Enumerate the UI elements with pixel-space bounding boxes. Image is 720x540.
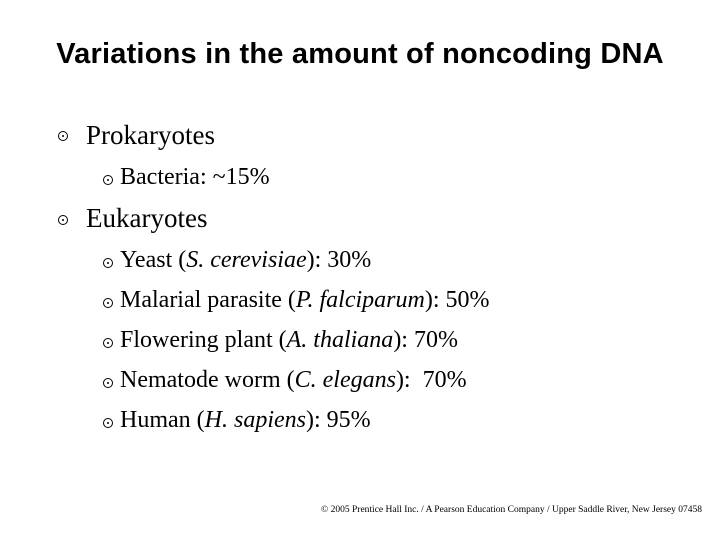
bullet-icon [103,378,113,388]
plant-species: A. thaliana [286,327,394,353]
bullet-icon [103,175,113,185]
plant-prefix: Flowering plant ( [120,327,287,353]
sub-bullet-human [120,407,371,434]
sub-bullet-bacteria [120,164,270,191]
copyright-footer: © 2005 Prentice Hall Inc. / A Pearson Education Company / Upper Saddle River, New Jersey 07458 [321,505,702,515]
worm-value: ): 70% [395,367,467,393]
slide-title: Variations in the amount of noncoding DNA [56,38,664,70]
bacteria-text: Bacteria: ~15% [120,164,270,190]
human-species: H. sapiens [204,407,306,433]
human-prefix: Human ( [120,407,205,433]
malaria-value: ): 50% [424,287,490,313]
yeast-value: ): 30% [306,247,372,273]
malaria-prefix: Malarial parasite ( [120,287,296,313]
bullet-icon [103,338,113,348]
bullet-icon [103,418,113,428]
sub-bullet-flowering-plant [120,327,458,354]
bullet-eukaryotes: Eukaryotes [86,203,208,233]
worm-prefix: Nematode worm ( [120,367,295,393]
sub-bullet-malarial-parasite [120,287,489,314]
bullet-icon [58,131,68,141]
yeast-prefix: Yeast ( [120,247,187,273]
bullet-icon [58,215,68,225]
plant-value: ): 70% [393,327,458,353]
yeast-species: S. cerevisiae [186,247,307,273]
bullet-icon [103,258,113,268]
sub-bullet-nematode-worm [120,367,467,394]
bullet-icon [103,298,113,308]
worm-species: C. elegans [294,367,396,393]
sub-bullet-yeast [120,247,371,274]
bullet-prokaryotes: Prokaryotes [86,120,215,150]
human-value: ): 95% [306,407,371,433]
malaria-species: P. falciparum [295,287,425,313]
